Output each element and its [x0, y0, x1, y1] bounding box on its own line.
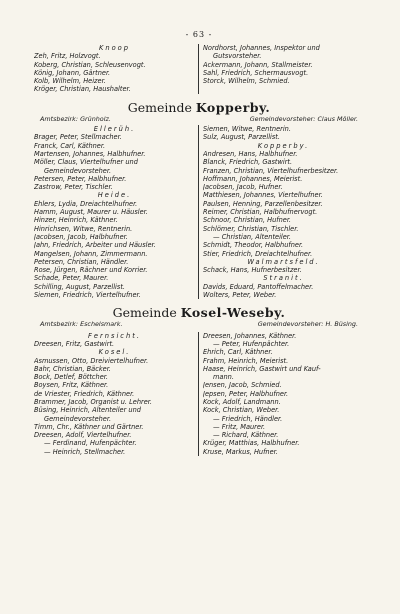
resident-entry: Blanck, Friedrich, Gastwirt.: [203, 158, 293, 167]
resident-entry: Schade, Peter, Maurer.: [34, 274, 109, 283]
resident-entry: Siemen, Friedrich, Viertelhufner.: [34, 291, 141, 300]
section-meta: [34, 115, 364, 123]
entry-continuation: Gemeindevorsteher.: [44, 166, 112, 175]
resident-entry: Stier, Friedrich, Dreiachtelhufner.: [203, 249, 313, 258]
resident-entry: Dreesen, Adolf, Viertelhufner.: [34, 431, 132, 440]
section3-left-column: [34, 332, 199, 456]
resident-entry: Koberg, Christian, Schleusenvogt.: [34, 60, 146, 69]
resident-entry: Schlömer, Christian, Tischler.: [203, 224, 299, 233]
resident-entry: Rose, Jürgen, Rächner und Korrier.: [34, 266, 148, 275]
heading-place: Kopperby.: [195, 99, 271, 115]
resident-entry: Brammer, Jacob, Organist u. Lehrer.: [34, 397, 153, 406]
resident-entry: Schack, Hans, Hufnerbesitzer.: [203, 266, 302, 275]
resident-entry: Jacobsen, Jacob, Halbhufner.: [34, 232, 128, 241]
entry-continuation: — Christian, Altenteiler.: [213, 232, 292, 241]
resident-entry: Haase, Heinrich, Gastwirt und Kauf-: [203, 364, 321, 373]
resident-entry: Jacobsen, Jacob, Hufner.: [203, 183, 283, 192]
resident-entry: Hinzer, Heinrich, Käthner.: [34, 216, 118, 225]
entry-continuation: Gemeindevorsteher.: [44, 414, 112, 423]
resident-entry: Zeh, Fritz, Holzvogt.: [34, 52, 101, 61]
locality-subheading: Walmartsfeld.: [247, 257, 320, 266]
section3-right-column: [199, 332, 364, 456]
district-label: Amtsbezirk: Grünholz.: [40, 114, 111, 123]
resident-entry: Storck, Wilhelm, Schmied.: [203, 77, 290, 86]
entry-continuation: — Ferdinand, Hufenpächter.: [44, 439, 137, 448]
resident-entry: Frahm, Heinrich, Meierist.: [203, 356, 289, 365]
resident-entry: Dreesen, Fritz, Gastwirt.: [34, 339, 115, 348]
resident-entry: Mangelsen, Johann, Zimmermann.: [34, 249, 148, 258]
locality-subheading: Ellerüh.: [93, 125, 136, 134]
resident-entry: Dreesen, Johannes, Käthner.: [203, 331, 297, 340]
resident-entry: Sulz, August, Parzellist.: [203, 133, 280, 142]
resident-entry: Ackermann, Johann, Stallmeister.: [203, 60, 313, 69]
resident-entry: Kock, Adolf, Landmann.: [203, 397, 281, 406]
section1-left-column: [34, 44, 199, 94]
resident-entry: Ehrich, Carl, Käthner.: [203, 348, 273, 357]
locality-subheading: Fernsicht.: [88, 331, 141, 340]
resident-entry: Wolters, Peter, Weber.: [203, 291, 277, 300]
resident-entry: de Vriester, Friedrich, Käthner.: [34, 389, 135, 398]
locality-subheading: Heide.: [97, 191, 132, 200]
resident-entry: Petersen, Peter, Halbhufner.: [34, 174, 127, 183]
section-heading-kopperby: [34, 100, 364, 115]
mayor-label: Gemeindevorsteher: H. Büsing.: [257, 320, 358, 329]
resident-entry: Bock, Detlef, Böttcher.: [34, 373, 108, 382]
resident-entry: Timm, Chr., Käthner und Gärtner.: [34, 422, 144, 431]
resident-entry: Jahn, Friedrich, Arbeiter und Häusler.: [34, 241, 156, 250]
resident-entry: Krüger, Matthias, Halbhufner.: [203, 439, 300, 448]
heading-prefix: Gemeinde: [112, 305, 177, 321]
entry-continuation: — Peter, Hufenpächter.: [213, 339, 290, 348]
resident-entry: Schnoor, Christian, Hufner.: [203, 216, 292, 225]
resident-entry: Boysen, Fritz, Käthner.: [34, 381, 109, 390]
resident-entry: Petersen, Christian, Händler.: [34, 257, 129, 266]
mayor-label: Gemeindevorsteher: Claus Möller.: [249, 114, 358, 123]
entry-continuation: — Richard, Käthner.: [213, 431, 279, 440]
section-heading-kosel-weseby: [34, 305, 364, 320]
resident-entry: Nordhorst, Johannes, Inspektor und: [203, 44, 320, 52]
resident-entry: Hoffmann, Johannes, Meierist.: [203, 174, 303, 183]
resident-entry: Kröger, Christian, Haushalter.: [34, 85, 131, 94]
resident-entry: Reimer, Christian, Halbhufnervogt.: [203, 208, 318, 217]
resident-entry: Jensen, Jacob, Schmied.: [203, 381, 282, 390]
section-kopperby: [34, 125, 364, 299]
section-knoop: [34, 44, 364, 94]
resident-entry: Zastrow, Peter, Tischler.: [34, 183, 113, 192]
resident-entry: Asmussen, Otto, Dreiviertelhufner.: [34, 356, 149, 365]
resident-entry: Andresen, Hans, Halbhufner.: [203, 149, 298, 158]
resident-entry: Kock, Christian, Weber.: [203, 406, 280, 415]
resident-entry: Bahr, Christian, Bäcker.: [34, 364, 111, 373]
heading-place: Kosel-Weseby.: [180, 305, 286, 321]
locality-subheading: Kopperby.: [257, 141, 310, 150]
resident-entry: Jepsen, Peter, Halbhufner.: [203, 389, 289, 398]
entry-continuation: — Heinrich, Stellmacher.: [44, 447, 126, 456]
section2-right-column: [199, 125, 364, 299]
resident-entry: Davids, Eduard, Pantoffelmacher.: [203, 282, 314, 291]
resident-entry: Paulsen, Henning, Parzellenbesitzer.: [203, 199, 323, 208]
resident-entry: Franzen, Christian, Viertelhufnerbesitzer.: [203, 166, 339, 175]
section-kosel-weseby: [34, 332, 364, 456]
resident-entry: Siemen, Witwe, Rentnerin.: [203, 125, 291, 134]
resident-entry: König, Johann, Gärtner.: [34, 68, 111, 77]
entry-continuation: Gutsvorsteher.: [213, 52, 262, 61]
locality-subheading: Knoop: [98, 44, 131, 52]
resident-entry: Ehlers, Lydia, Dreiachtelhufner.: [34, 199, 138, 208]
resident-entry: Möller, Claus, Viertelhufner und: [34, 158, 138, 167]
entry-continuation: mann.: [213, 373, 234, 382]
resident-entry: Martensen, Johannes, Halbhufner.: [34, 149, 146, 158]
section2-left-column: [34, 125, 199, 299]
directory-page: [34, 30, 364, 456]
resident-entry: Hamm, August, Maurer u. Häusler.: [34, 208, 148, 217]
resident-entry: Büsing, Heinrich, Altenteiler und: [34, 406, 141, 415]
resident-entry: Hinrichsen, Witwe, Rentnerin.: [34, 224, 133, 233]
resident-entry: Schilling, August, Parzellist.: [34, 282, 125, 291]
resident-entry: Schmidt, Theodor, Halbhufner.: [203, 241, 304, 250]
resident-entry: Sahl, Friedrich, Schermausvogt.: [203, 68, 309, 77]
locality-subheading: Kosel.: [98, 348, 131, 357]
resident-entry: Matthiesen, Johannes, Viertelhufner.: [203, 191, 323, 200]
section1-right-column: [199, 44, 364, 94]
district-label: Amtsbezirk: Eschelsmark.: [40, 320, 123, 329]
locality-subheading: Stranit.: [263, 274, 304, 283]
section-meta: [34, 320, 364, 328]
entry-continuation: — Friedrich, Händler.: [213, 414, 283, 423]
page-number: - 63 -: [185, 30, 213, 39]
resident-entry: Brager, Peter, Stellmacher.: [34, 133, 122, 142]
resident-entry: Kruse, Markus, Hufner.: [203, 447, 278, 456]
resident-entry: Kolb, Wilhelm, Heizer.: [34, 77, 106, 86]
heading-prefix: Gemeinde: [127, 99, 192, 115]
resident-entry: Franck, Carl, Käthner.: [34, 141, 106, 150]
entry-continuation: — Fritz, Maurer.: [213, 422, 266, 431]
